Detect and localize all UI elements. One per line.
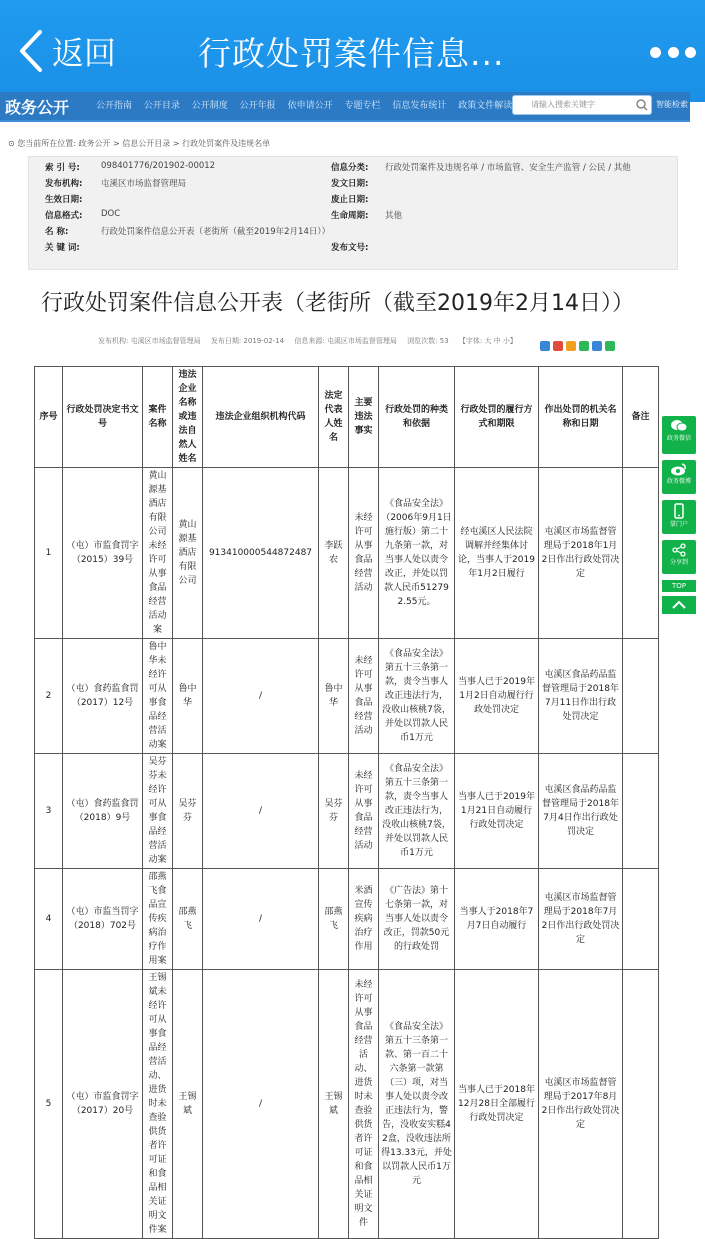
table-header: 行政处罚决定书文号 xyxy=(63,367,143,468)
meta-value: 行政处罚案件信息公开表（老街所（截至2019年2月14日）） xyxy=(101,227,331,237)
share-icon[interactable] xyxy=(566,341,576,351)
breadcrumb xyxy=(8,138,270,149)
table-cell: / xyxy=(203,639,319,754)
nav-link[interactable]: 依申请公开 xyxy=(287,101,333,111)
table-cell: 鲁中华 xyxy=(173,639,203,754)
table-header: 行政处罚的种类和依据 xyxy=(379,367,455,468)
table-header: 作出处罚的机关名称和日期 xyxy=(539,367,623,468)
table-cell: 屯溪区食品药品监督管理局于2018年7月4日作出行政处罚决定 xyxy=(539,754,623,869)
pub-views: 浏览次数: 53 xyxy=(407,337,449,345)
nav-link[interactable]: 公开制度 xyxy=(191,101,228,111)
table-header: 违法企业组织机构代码 xyxy=(203,367,319,468)
wechat-icon xyxy=(671,419,687,433)
search-input[interactable] xyxy=(512,95,652,115)
table-row xyxy=(35,639,659,754)
table-cell xyxy=(623,639,659,754)
nav-link[interactable]: 信息发布统计 xyxy=(392,101,447,111)
table-cell: （屯）市监食罚字（2017）20号 xyxy=(63,970,143,1239)
table-cell: （屯）食药监食罚（2018）9号 xyxy=(63,754,143,869)
meta-label: 信息分类: xyxy=(331,163,369,173)
app-bar xyxy=(0,0,705,102)
pub-publisher: 发布机构: 屯溪区市场监督管理局 xyxy=(98,337,201,345)
site-brand: 政务公开 xyxy=(5,98,70,117)
table-cell: 当事人已于2018年12月28日全部履行行政处罚决定 xyxy=(455,970,539,1239)
table-cell: （屯）市监当罚字（2018）702号 xyxy=(63,869,143,970)
meta-label: 名 称: xyxy=(45,227,69,237)
table-row xyxy=(35,869,659,970)
table-header: 行政处罚的履行方式和期限 xyxy=(455,367,539,468)
table-cell: 5 xyxy=(35,970,63,1239)
share-icon xyxy=(671,543,687,557)
more-menu-icon[interactable] xyxy=(650,44,696,60)
site-nav-links xyxy=(96,98,521,111)
table-cell: 《食品安全法》第五十三条第一款，责令当事人改正违法行为，没收山核桃7袋，并处以罚款人民币1万元 xyxy=(379,754,455,869)
table-cell xyxy=(623,869,659,970)
table-cell: 邵燕飞 xyxy=(173,869,203,970)
table-cell: 鲁中华 xyxy=(319,639,349,754)
table-cell: / xyxy=(203,754,319,869)
meta-value: 行政处罚案件及违规名单 / 市场监管、安全生产监管 / 公民 / 其他 xyxy=(385,163,631,173)
table-cell: 当事人已于2019年1月21日自动履行行政处罚决定 xyxy=(455,754,539,869)
metadata-box xyxy=(28,156,678,270)
back-to-top-button[interactable]: TOP xyxy=(662,580,696,592)
table-cell: 王锡斌 xyxy=(173,970,203,1239)
share-button[interactable] xyxy=(662,540,696,574)
table-cell: 913410000544872487 xyxy=(203,468,319,639)
table-cell: 当事人于2018年7月7日自动履行 xyxy=(455,869,539,970)
meta-label: 生效日期: xyxy=(45,195,83,205)
chevron-up-icon xyxy=(662,596,696,614)
table-cell: 邵燕飞食品宣传疾病治疗作用案 xyxy=(143,869,173,970)
table-cell: 屯溪区市场监督管理局于2017年8月2日作出行政处罚决定 xyxy=(539,970,623,1239)
wechat-button[interactable] xyxy=(662,416,696,454)
table-header: 违法企业名称或违法自然人姓名 xyxy=(173,367,203,468)
wechat-label: 政务微信 xyxy=(666,435,691,442)
meta-label: 关 键 词: xyxy=(45,243,80,253)
table-row xyxy=(35,468,659,639)
document-title: 行政处罚案件信息公开表（老街所（截至2019年2月14日）） xyxy=(41,291,634,316)
share-icon[interactable] xyxy=(540,341,550,351)
meta-value: 屯溪区市场监督管理局 xyxy=(101,179,187,189)
font-size-control[interactable]: 【字体: 大 中 小】 xyxy=(458,337,517,345)
table-cell: 《食品安全法》（2006年9月1日施行版）第二十九条第一款，对当事人处以责令改正，并处以罚款人民币512792.55元。 xyxy=(379,468,455,639)
pub-date: 发布日期: 2019-02-14 xyxy=(210,337,285,345)
share-icon[interactable] xyxy=(592,341,602,351)
table-header: 序号 xyxy=(35,367,63,468)
table-cell: 鲁中华未经许可从事食品经营活动案 xyxy=(143,639,173,754)
share-icons xyxy=(540,341,615,351)
table-cell xyxy=(623,970,659,1239)
search-icon[interactable] xyxy=(635,98,649,112)
table-cell: 李跃农 xyxy=(319,468,349,639)
table-cell: 屯溪区食品药品监督管理局于2018年7月11日作出行政处罚决定 xyxy=(539,639,623,754)
table-row xyxy=(35,754,659,869)
breadcrumb-text: 您当前所在位置: 政务公开 > 信息公开目录 > 行政处罚案件及违规名单 xyxy=(17,139,271,148)
table-header: 法定代表人姓名 xyxy=(319,367,349,468)
search-placeholder: 请输入搜索关键字 xyxy=(531,100,595,109)
table-row xyxy=(35,970,659,1239)
meta-label: 索 引 号: xyxy=(45,163,80,173)
phone-icon xyxy=(674,503,684,519)
table-cell: 1 xyxy=(35,468,63,639)
table-cell xyxy=(623,754,659,869)
scroll-up-button[interactable] xyxy=(662,596,696,614)
table-cell: 未经许可从事食品经营活动 xyxy=(349,754,379,869)
table-cell: 吴芬芬 xyxy=(173,754,203,869)
table-cell: 当事人已于2019年1月2日自动履行行政处罚决定 xyxy=(455,639,539,754)
table-header: 备注 xyxy=(623,367,659,468)
site-nav xyxy=(0,92,690,122)
meta-label: 废止日期: xyxy=(331,195,369,205)
back-button[interactable] xyxy=(12,26,116,76)
table-header: 主要违法事实 xyxy=(349,367,379,468)
table-cell: 2 xyxy=(35,639,63,754)
pub-source: 信息来源: 屯溪区市场监督管理局 xyxy=(294,337,397,345)
smart-search-link[interactable]: 智能检索 xyxy=(656,100,688,109)
share-icon[interactable] xyxy=(553,341,563,351)
weibo-button[interactable] xyxy=(662,460,696,494)
page-title-bar: 行政处罚案件信息... xyxy=(198,34,505,73)
table-cell: 3 xyxy=(35,754,63,869)
table-header-row xyxy=(35,367,659,468)
table-cell: （屯）市监食罚字（2015）39号 xyxy=(63,468,143,639)
table-cell: 《食品安全法》第五十三条第一款、第一百二十六条第一款第（三）项，对当事人处以责令改正违法行为，警告，没收安实糕42盒，没收违法所得13.33元，并处以罚款人民币1万元 xyxy=(379,970,455,1239)
meta-label: 信息格式: xyxy=(45,211,83,221)
table-cell: 黄山源基酒店有限公司未经许可从事食品经营活动案 xyxy=(143,468,173,639)
table-cell: 《广告法》第十七条第一款，对当事人处以责令改正，罚款50元的行政处罚 xyxy=(379,869,455,970)
nav-link[interactable]: 专题专栏 xyxy=(344,101,381,111)
meta-label: 发布文号: xyxy=(331,243,369,253)
table-cell: / xyxy=(203,869,319,970)
table-cell: 屯溪区市场监督管理局于2018年1月2日作出行政处罚决定 xyxy=(539,468,623,639)
table-cell: 《食品安全法》第五十三条第一款，责令当事人改正违法行为，没收山核桃7袋，并处以罚款人民币1万元 xyxy=(379,639,455,754)
share-label: 分享到 xyxy=(669,559,688,566)
table-cell: 邵燕飞 xyxy=(319,869,349,970)
table-cell: 经屯溪区人民法院调解并经集体讨论，当事人于2019年1月2日履行 xyxy=(455,468,539,639)
nav-link[interactable]: 公开目录 xyxy=(143,101,180,111)
table-cell: 吴芬芬未经许可从事食品经营活动案 xyxy=(143,754,173,869)
weibo-icon xyxy=(671,463,687,476)
location-icon: ⊙ xyxy=(8,139,18,148)
meta-label: 发布机构: xyxy=(45,179,83,189)
table-cell: 王锡斌 xyxy=(319,970,349,1239)
table-cell: 未经许可从事食品经营活动 xyxy=(349,468,379,639)
meta-label: 发文日期: xyxy=(331,179,369,189)
nav-link[interactable]: 公开指南 xyxy=(96,101,133,111)
floating-sidebar xyxy=(662,416,696,614)
chevron-left-icon xyxy=(12,26,52,76)
mobile-label: 掌门户 xyxy=(669,521,688,528)
nav-link[interactable]: 政策文件解读 xyxy=(458,101,513,111)
table-cell: 米酒宣传疾病治疗作用 xyxy=(349,869,379,970)
publication-info xyxy=(98,336,525,346)
share-icon[interactable] xyxy=(579,341,589,351)
penalty-table xyxy=(34,366,659,1239)
table-cell: 吴芬芬 xyxy=(319,754,349,869)
weibo-label: 政务微博 xyxy=(666,478,691,485)
share-icon[interactable] xyxy=(605,341,615,351)
mobile-portal-button[interactable] xyxy=(662,500,696,534)
table-cell: 未经许可从事食品经营活动、进货时未查验供货者许可证和食品相关证明文件 xyxy=(349,970,379,1239)
meta-label: 生命周期: xyxy=(331,211,369,221)
meta-value: 其他 xyxy=(385,211,403,221)
table-cell: 未经许可从事食品经营活动 xyxy=(349,639,379,754)
table-cell xyxy=(623,468,659,639)
back-label: 返回 xyxy=(52,34,117,72)
table-cell: 4 xyxy=(35,869,63,970)
nav-link[interactable]: 公开年报 xyxy=(239,101,276,111)
table-cell: （屯）食药监食罚（2017）12号 xyxy=(63,639,143,754)
table-cell: 王锡斌未经许可从事食品经营活动、进货时未查验供货者许可证和食品相关证明文件案 xyxy=(143,970,173,1239)
meta-value: 098401776/201902-00012 xyxy=(101,161,216,171)
table-cell: 黄山源基酒店有限公司 xyxy=(173,468,203,639)
table-header: 案件名称 xyxy=(143,367,173,468)
table-cell: 屯溪区市场监督管理局于2018年7月2日作出行政处罚决定 xyxy=(539,869,623,970)
table-cell: / xyxy=(203,970,319,1239)
meta-value: DOC xyxy=(101,209,121,219)
